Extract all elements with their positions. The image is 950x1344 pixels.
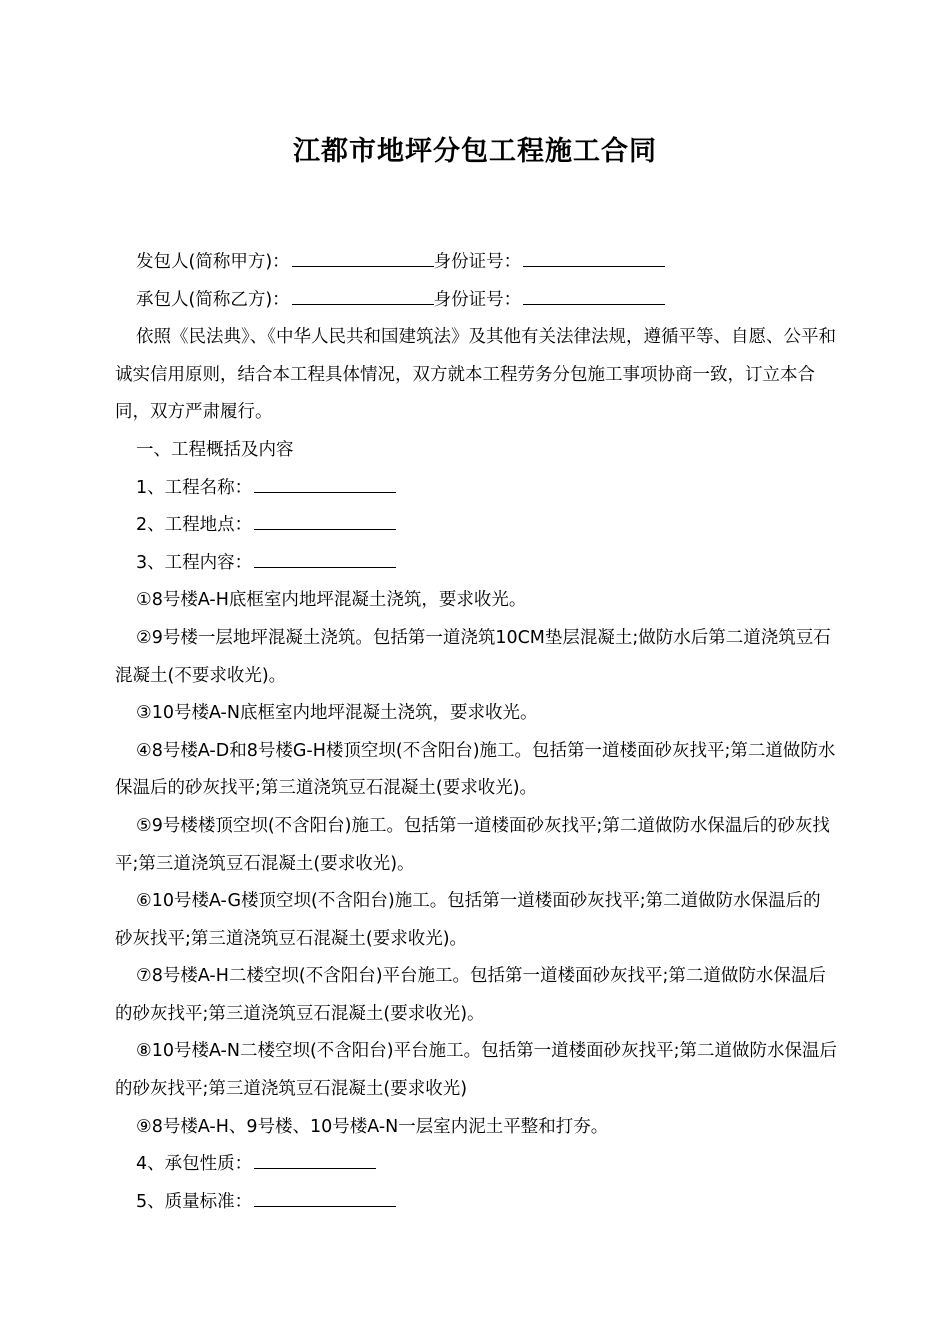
contract-nature-label: 4、承包性质： [136, 1154, 253, 1175]
party-a-id-label: 身份证号： [433, 252, 522, 272]
document-body [115, 244, 837, 1221]
work-item: ④8号楼A-D和8号楼G-H楼顶空坝(不含阳台)施工。包括第一道楼面砂灰找平;第二道做防水保温后的砂灰找平;第三道浇筑豆石混凝土(要求收光)。 [115, 740, 836, 799]
work-item: ⑧10号楼A-N二楼空坝(不含阳台)平台施工。包括第一道楼面砂灰找平;第二道做防水保温后的砂灰找平;第三道浇筑豆石混凝土(要求收光) [115, 1041, 837, 1100]
work-item: ⑦8号楼A-H二楼空坝(不含阳台)平台施工。包括第一道楼面砂灰找平;第二道做防水保温后的砂灰找平;第三道浇筑豆石混凝土(要求收光)。 [115, 966, 826, 1024]
project-location-blank [254, 511, 396, 530]
contract-nature-line [115, 1146, 837, 1184]
quality-standard-label: 5、质量标准： [136, 1191, 253, 1212]
project-location-label: 2、工程地点： [136, 515, 253, 536]
project-content-line [115, 545, 837, 583]
quality-standard-line [115, 1184, 837, 1222]
project-name-label: 1、工程名称： [136, 477, 253, 498]
party-b-line [115, 282, 837, 320]
project-name-line [115, 470, 837, 508]
project-content-label: 3、工程内容： [136, 552, 253, 573]
quality-standard-blank [254, 1188, 396, 1207]
work-item: ⑥10号楼A-G楼顶空坝(不含阳台)施工。包括第一道楼面砂灰找平;第二道做防水保温后的砂灰找平;第三道浇筑豆石混凝土(要求收光)。 [115, 891, 821, 949]
party-a-label: 发包人(简称甲方)： [136, 252, 290, 272]
project-content-blank [254, 549, 396, 568]
party-a-name-blank [292, 248, 434, 267]
work-item: ②9号楼一层地坪混凝土浇筑。包括第一道浇筑10CM垫层混凝土;做防水后第二道浇筑豆石混凝土(不要求收光)。 [115, 627, 831, 686]
party-a-id-blank [523, 248, 665, 267]
section-heading: 一、工程概括及内容 [136, 439, 294, 460]
work-item: ⑨8号楼A-H、9号楼、10号楼A-N一层室内泥土平整和打夯。 [136, 1116, 609, 1137]
contract-nature-blank [254, 1150, 376, 1169]
intro-paragraph: 依照《民法典》、《中华人民共和国建筑法》及其他有关法律法规，遵循平等、自愿、公平和诚实信用原则，结合本工程具体情况，双方就本工程劳务分包施工事项协商一致，订立本合同，双方严肃履行。 [115, 327, 836, 423]
party-b-id-blank [523, 286, 665, 305]
document-title: 江都市地坪分包工程施工合同 [293, 136, 657, 167]
party-b-name-blank [292, 286, 434, 305]
party-b-label: 承包人(简称乙方)： [136, 289, 290, 310]
work-item: ⑤9号楼楼顶空坝(不含阳台)施工。包括第一道楼面砂灰找平;第二道做防水保温后的砂灰找平;第三道浇筑豆石混凝土(要求收光)。 [115, 815, 830, 874]
party-a-line [115, 244, 837, 282]
work-item: ③10号楼A-N底框室内地坪混凝土浇筑，要求收光。 [136, 703, 538, 724]
project-location-line [115, 507, 837, 545]
work-item: ①8号楼A-H底框室内地坪混凝土浇筑，要求收光。 [136, 590, 527, 611]
party-b-id-label: 身份证号： [433, 289, 522, 310]
project-name-blank [254, 474, 396, 493]
